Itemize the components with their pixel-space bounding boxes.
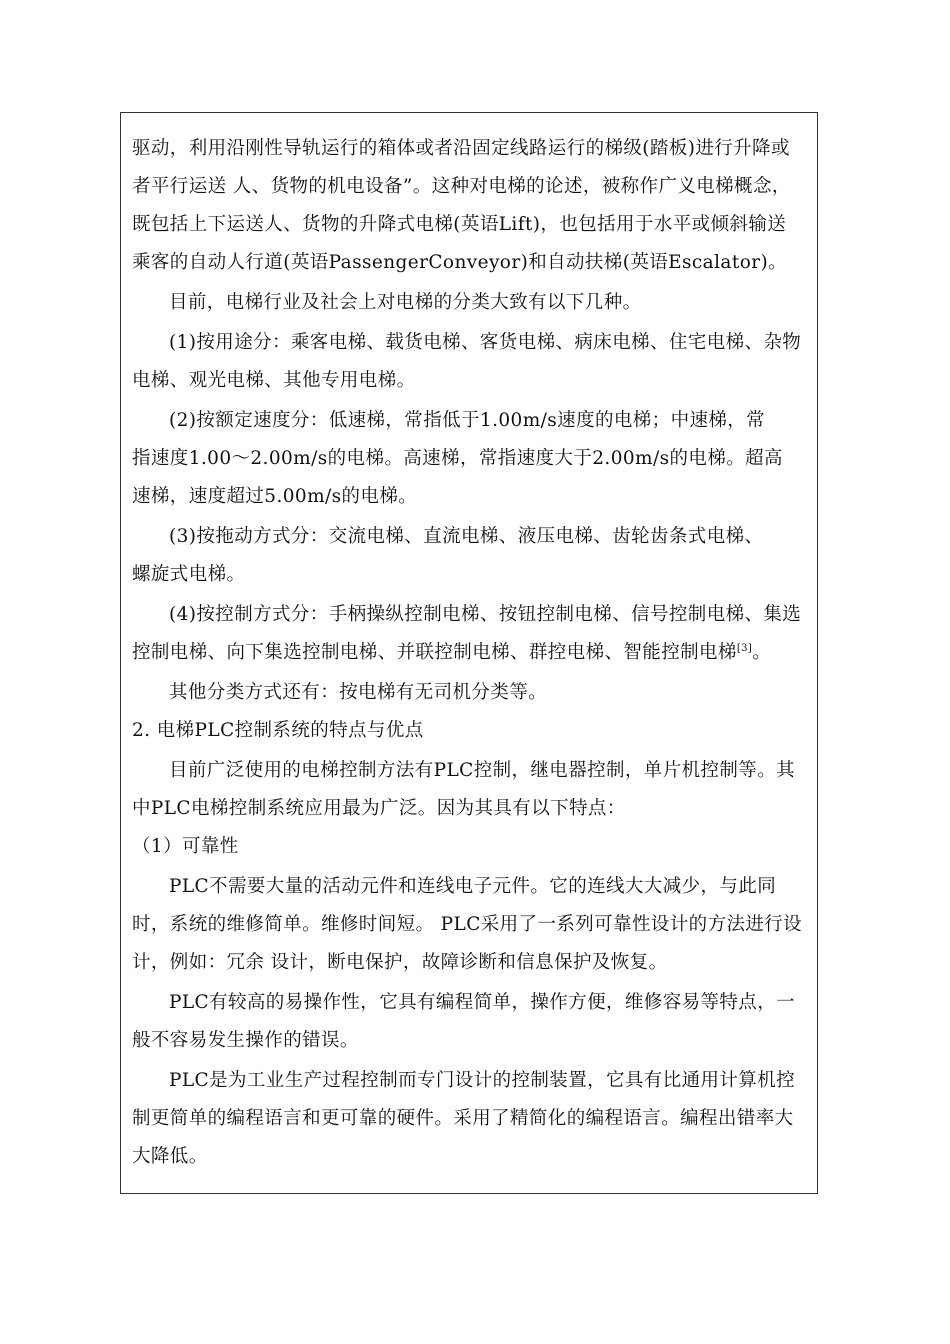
paragraph-reliability-3 xyxy=(132,1062,812,1176)
text-line: 乘客的自动人行道(英语PassengerConveyor)和自动扶梯(英语Escalator)。 xyxy=(132,252,787,273)
text-line: 其他分类方式还有：按电梯有无司机分类等。 xyxy=(169,682,548,703)
text-line: 计，例如：冗余 设计，断电保护，故障诊断和信息保护及恢复。 xyxy=(132,952,668,973)
text-line: 驱动，利用沿刚性导轨运行的箱体或者沿固定线路运行的梯级(踏板)进行升降或 xyxy=(132,138,790,159)
text-line: (4)按控制方式分：手柄操纵控制电梯、按钮控制电梯、信号控制电梯、集选 xyxy=(169,604,802,625)
text-line: 电梯、观光电梯、其他专用电梯。 xyxy=(132,370,416,391)
paragraph-intro xyxy=(132,130,812,282)
subheading-reliability xyxy=(132,828,812,866)
paragraph-methods xyxy=(132,752,812,828)
heading-text: （1）可靠性 xyxy=(132,836,239,857)
text-line: 目前广泛使用的电梯控制方法有PLC控制，继电器控制，单片机控制等。其 xyxy=(169,760,795,781)
text-line: 制更简单的编程语言和更可靠的硬件。采用了精简化的编程语言。编程出错率大 xyxy=(132,1108,794,1129)
document-body xyxy=(132,130,812,1176)
paragraph-reliability-1 xyxy=(132,868,812,982)
text-line: (3)按拖动方式分：交流电梯、直流电梯、液压电梯、齿轮齿条式电梯、 xyxy=(169,526,764,547)
text-line: 时，系统的维修简单。维修时间短。 PLC采用了一系列可靠性设计的方法进行设 xyxy=(132,914,803,935)
text-line: (2)按额定速度分：低速梯，常指低于1.00m/s速度的电梯；中速梯，常 xyxy=(169,410,766,431)
text-line: PLC是为工业生产过程控制而专门设计的控制装置，它具有比通用计算机控 xyxy=(169,1070,795,1091)
text-line: 既包括上下运送人、货物的升降式电梯(英语Lift)，也包括用于水平或倾斜输送 xyxy=(132,214,787,235)
paragraph-by-use xyxy=(132,324,812,400)
section-heading-2 xyxy=(132,712,812,750)
text-line: 大降低。 xyxy=(132,1146,208,1167)
text-line: 速梯，速度超过5.00m/s的电梯。 xyxy=(132,486,418,507)
document-frame xyxy=(120,112,818,1194)
text-line: 般不容易发生操作的错误。 xyxy=(132,1030,359,1051)
text-line: 目前，电梯行业及社会上对电梯的分类大致有以下几种。 xyxy=(169,292,642,313)
text-line: PLC不需要大量的活动元件和连线电子元件。它的连线大大减少，与此同 xyxy=(169,876,777,897)
text-line: 指速度1.00～2.00m/s的电梯。高速梯，常指速度大于2.00m/s的电梯。超高 xyxy=(132,448,783,469)
text-line: (1)按用途分：乘客电梯、载货电梯、客货电梯、病床电梯、住宅电梯、杂物 xyxy=(169,332,802,353)
paragraph-reliability-2 xyxy=(132,984,812,1060)
text-line: 螺旋式电梯。 xyxy=(132,564,246,585)
paragraph-other xyxy=(132,674,812,712)
paragraph-by-drive xyxy=(132,518,812,594)
paragraph-classify xyxy=(132,284,812,322)
text-line: 者平行运送 人、货物的机电设备”。这种对电梯的论述，被称作广义电梯概念， xyxy=(132,176,791,197)
paragraph-by-speed xyxy=(132,402,812,516)
text-line xyxy=(132,634,812,672)
citation-marker: [3] xyxy=(736,642,753,654)
text-segment: 控制电梯、向下集选控制电梯、并联控制电梯、群控电梯、智能控制电梯 xyxy=(132,642,737,663)
text-segment: 。 xyxy=(752,642,772,663)
text-line: 中PLC电梯控制系统应用最为广泛。因为其具有以下特点： xyxy=(132,798,626,819)
heading-text: 2. 电梯PLC控制系统的特点与优点 xyxy=(132,720,424,741)
paragraph-by-control xyxy=(132,596,812,672)
text-line: PLC有较高的易操作性，它具有编程简单，操作方便，维修容易等特点，一 xyxy=(169,992,795,1013)
